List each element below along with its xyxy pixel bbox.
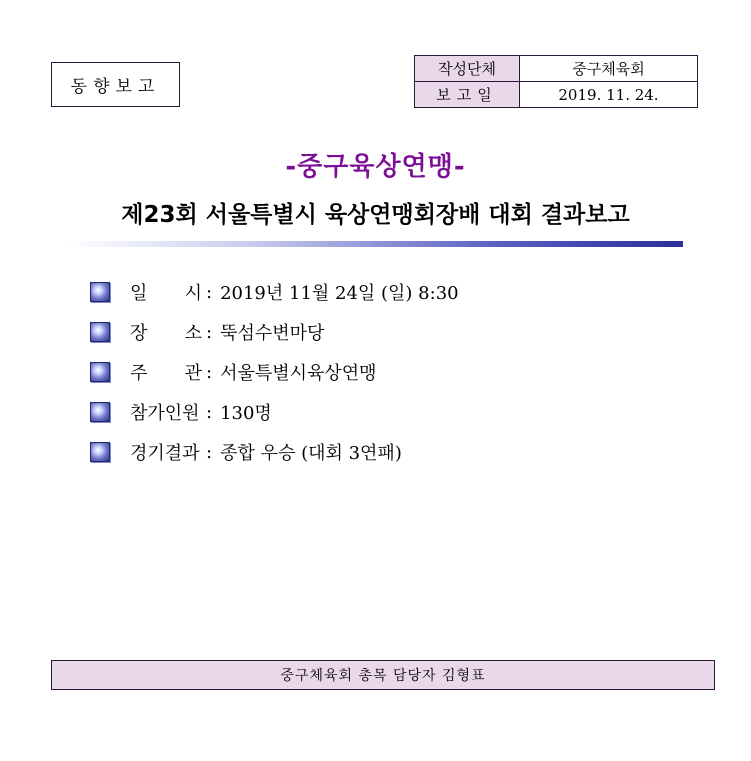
item-separator: : [206,441,213,463]
item-value: 130명 [220,403,272,424]
list-item-result [90,432,690,472]
title-divider-bar [66,241,683,247]
info-value-date: 2019. 11. 24. [520,82,698,108]
item-label: 주 관 [130,363,202,384]
item-value: 종합 우승 (대회 3연패) [220,443,402,464]
footer-text: 중구체육회 총목 담당자 김형표 [280,668,486,684]
item-label: 경기결과 [130,443,200,464]
item-separator: : [206,321,213,343]
list-item-location [90,312,690,352]
list-item-participants [90,392,690,432]
info-row-author [415,56,698,82]
square-bullet-icon [90,362,110,382]
main-title: 제23회 서울특별시 육상연맹회장배 대회 결과보고 [121,202,630,228]
info-value-author: 중구체육회 [520,56,698,82]
item-separator: : [206,361,213,383]
info-table [414,55,698,108]
footer-contact [51,660,715,690]
item-separator: : [206,401,213,423]
square-bullet-icon [90,402,110,422]
square-bullet-icon [90,282,110,302]
item-value: 서울특별시육상연맹 [220,363,377,384]
report-type-text: 동향보고 [70,77,161,97]
item-label: 참가인원 [130,403,200,424]
report-type-label [51,62,180,107]
info-row-date [415,82,698,108]
info-label-date: 보고일 [415,82,520,108]
square-bullet-icon [90,442,110,462]
item-separator: : [206,281,213,303]
list-item-host [90,352,690,392]
info-label-author: 작성단체 [415,56,520,82]
item-value: 뚝섬수변마당 [220,323,325,344]
item-label: 일 시 [130,283,202,304]
item-list [90,272,690,472]
square-bullet-icon [90,322,110,342]
list-item-datetime [90,272,690,312]
org-title: -중구육상연맹- [285,152,466,182]
item-label: 장 소 [130,323,202,344]
item-value: 2019년 11월 24일 (일) 8:30 [220,283,459,304]
